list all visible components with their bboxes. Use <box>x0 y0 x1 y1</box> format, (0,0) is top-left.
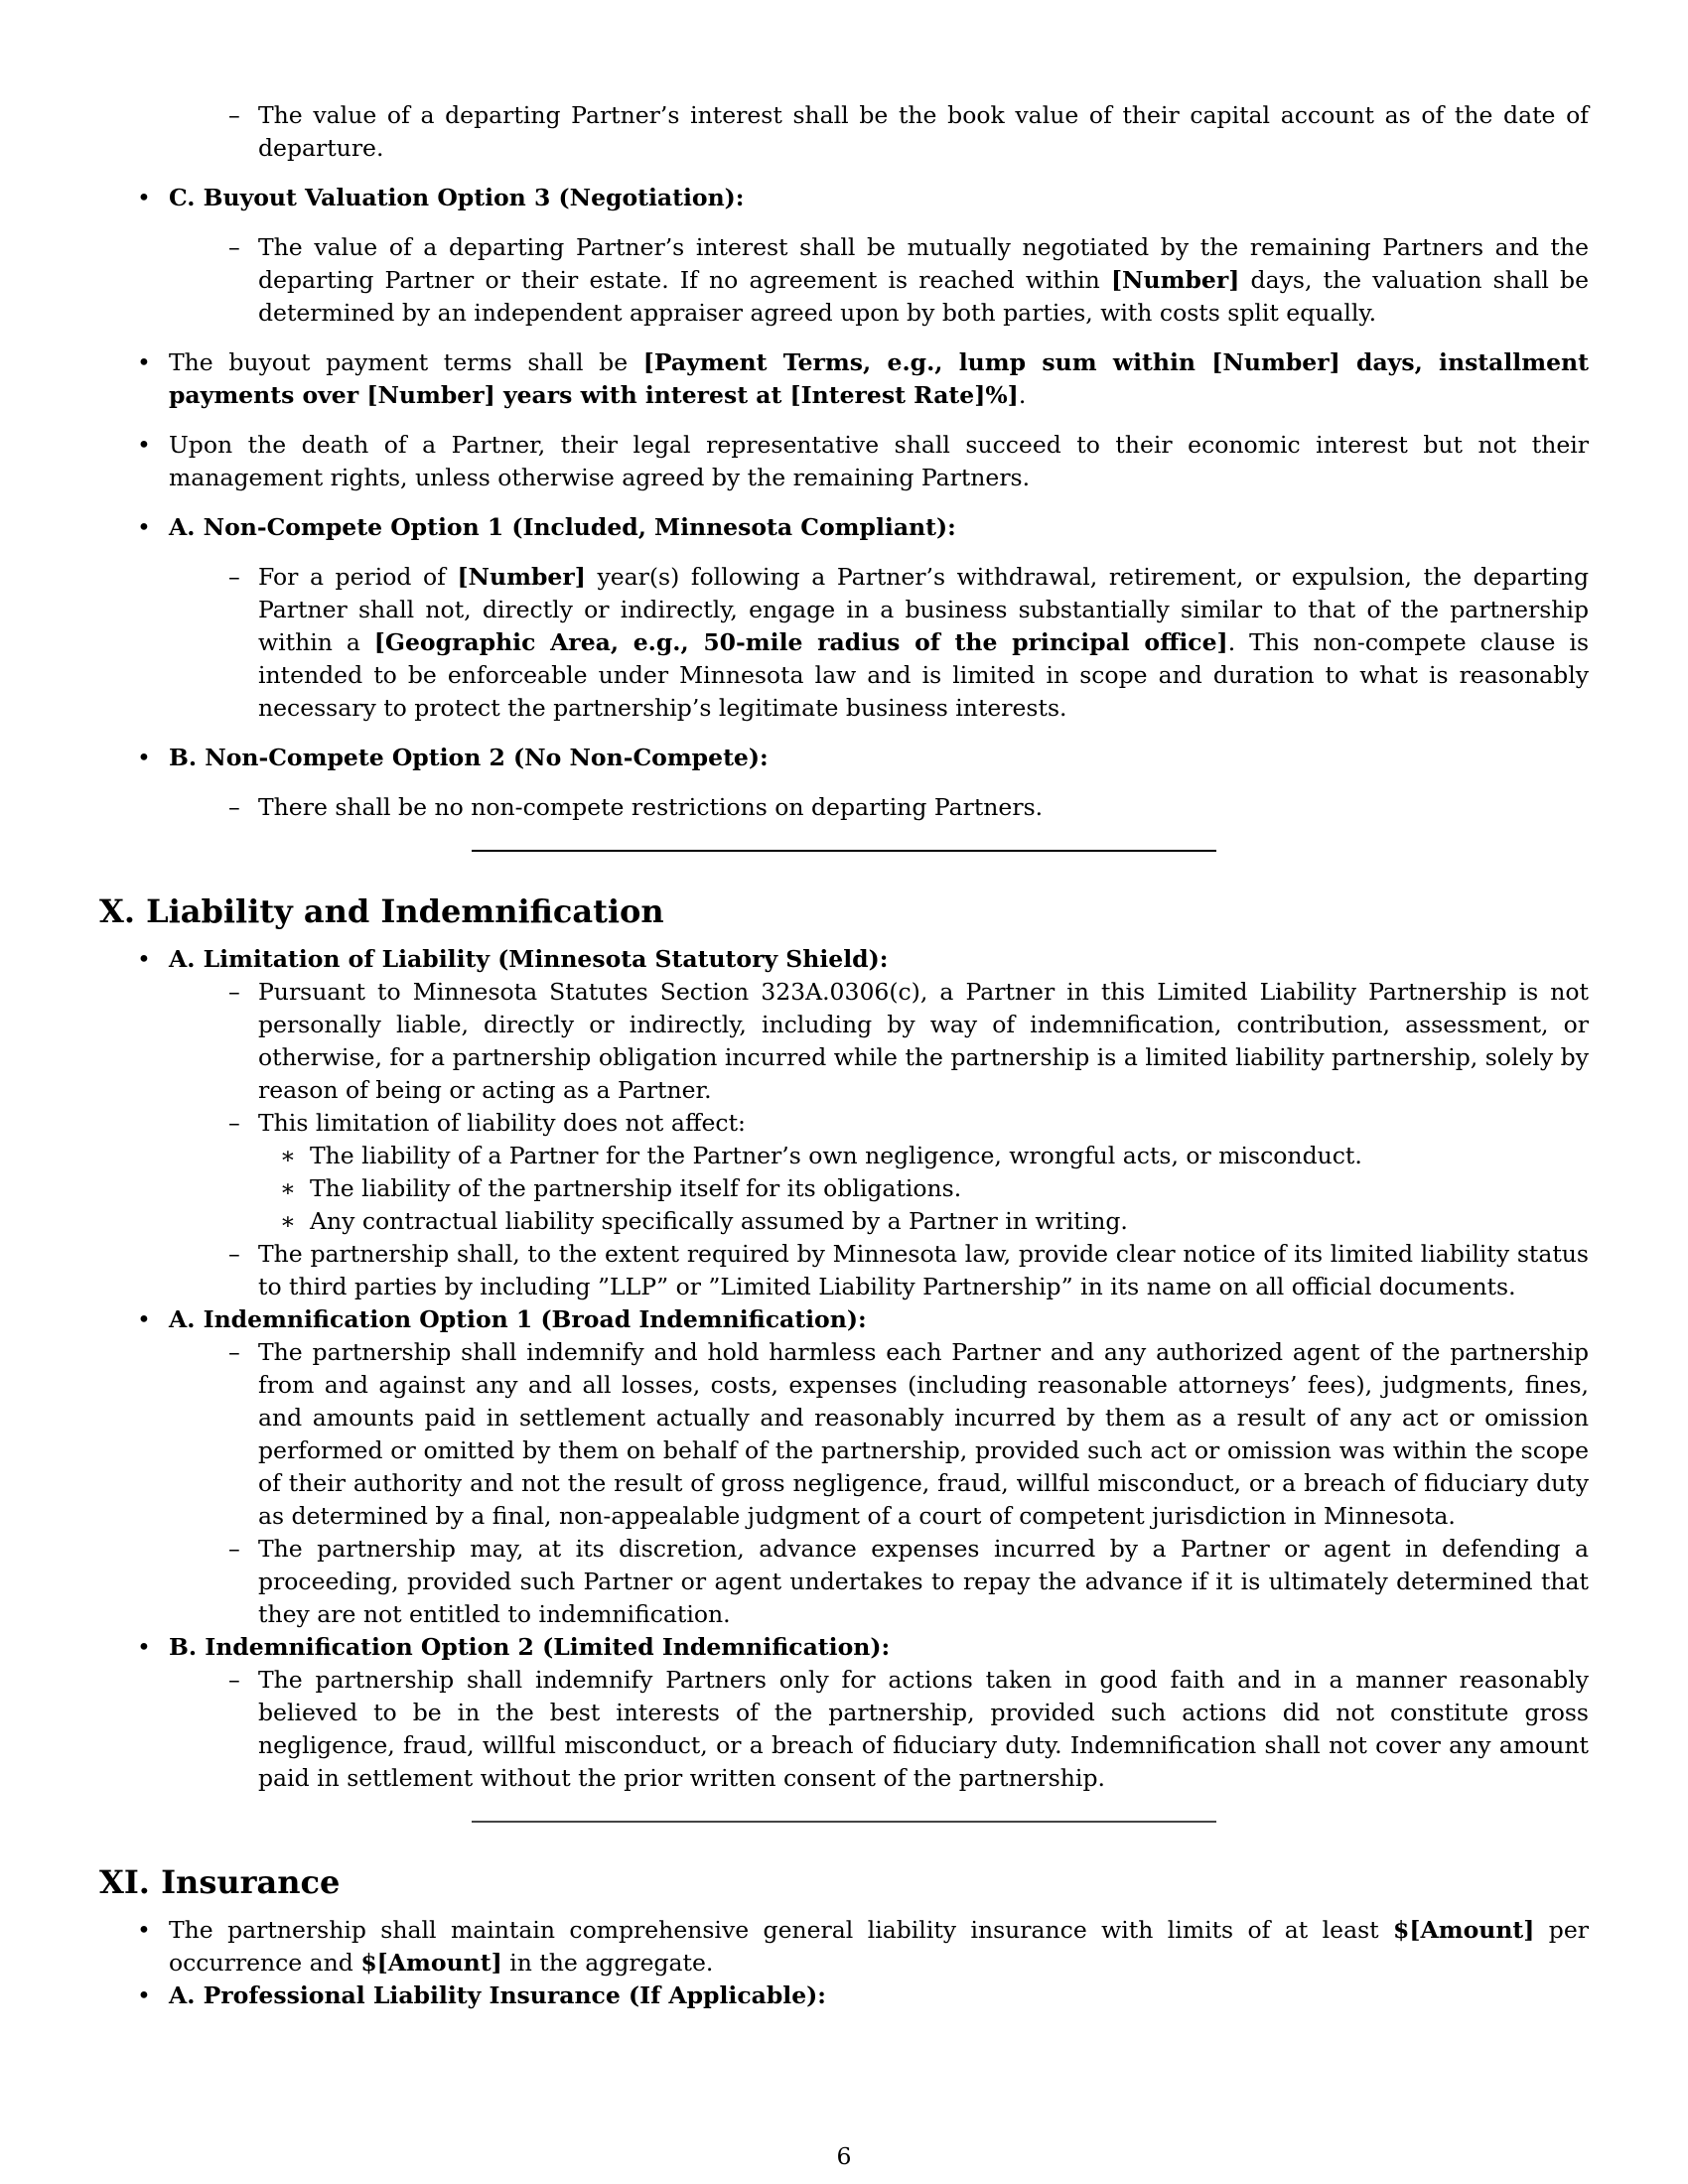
death-of-partner-item: • Upon the death of a Partner, their legal representative shall succeed to their economic interest but not their management rights, unless otherwise agreed by the remaining Partners. <box>99 429 1589 494</box>
noncompete-option-1 <box>99 511 1589 725</box>
statutory-shield-item: – Pursuant to Minnesota Statutes Section 323A.0306(c), a Partner in this Limited Liability Partnership is not personally liable, directly or indirectly, including by way of indemnification, contribution, assessment, or otherwise, for a partnership obligation incurred while the partnership is a limited liability partnership, solely by reason of being or acting as a Partner. <box>228 976 1589 1107</box>
payment-terms-item: • The buyout payment terms shall be [Payment Terms, e.g., lump sum within [Number] days, installment payments over [Number] years with interest at [Interest Rate]%]. <box>99 346 1589 412</box>
continued-dash-list <box>228 99 1589 165</box>
option-title: B. Non-Compete Option 2 (No Non-Compete): <box>169 744 769 771</box>
indemnification-option-2 <box>99 1631 1589 1795</box>
liability-list <box>99 943 1589 1795</box>
no-noncompete-clause: – There shall be no non-compete restrictions on departing Partners. <box>228 791 1589 824</box>
advance-expenses-item: – The partnership may, at its discretion, advance expenses incurred by a Partner or agent in defending a proceeding, provided such Partner or agent undertakes to repay the advance if it is ultimately determined that they are not entitled to indemnification. <box>228 1533 1589 1631</box>
section-divider <box>472 850 1216 852</box>
page-number: 6 <box>836 2142 852 2170</box>
broad-indemnification-item: – The partnership shall indemnify and hold harmless each Partner and any authorized agent of the partnership from and against any and all losses, costs, expenses (including reasonable attorneys’ fees), judgments, fines, and amounts paid in settlement actually and reasonably incurred by them as a result of any act or omission performed or omitted by them on behalf of the partnership, provided such act or omission was within the scope of their authority and not the result of gross negligence, fraud, willful misconduct, or a breach of fiduciary duty as determined by a final, non-appealable judgment of a court of competent jurisdiction in Minnesota. <box>228 1336 1589 1533</box>
professional-liability-insurance <box>99 1979 1589 2012</box>
document-page <box>99 99 1589 2012</box>
section-divider <box>472 1821 1216 1823</box>
option-title: B. Indemnification Option 2 (Limited Indemnification): <box>169 1633 891 1661</box>
limitation-of-liability <box>99 943 1589 1303</box>
valuation-book-value-item: – The value of a departing Partner’s interest shall be the book value of their capital account as of the date of departure. <box>228 99 1589 165</box>
noncompete-clause: – For a period of [Number] year(s) following a Partner’s withdrawal, retirement, or expulsion, the departing Partner shall not, directly or indirectly, engage in a business substantially similar to that of the partnership within a [Geographic Area, e.g., 50-mile radius of the principal office]. This non-compete clause is intended to be enforceable under Minnesota law and is limited in scope and duration to what is reasonably necessary to protect the partnership’s legitimate business interests. <box>228 561 1589 725</box>
notice-item: – The partnership shall, to the extent required by Minnesota law, provide clear notice of its limited liability status to third parties by including ”LLP” or ”Limited Liability Partnership” in its name on all official documents. <box>228 1238 1589 1303</box>
section-xi-heading: XI. Insurance <box>99 1862 341 1901</box>
indemnification-option-1 <box>99 1303 1589 1631</box>
general-liability-insurance-item: • The partnership shall maintain comprehensive general liability insurance with limits of at least $[Amount] per occurrence and $[Amount] in the aggregate. <box>99 1914 1589 1979</box>
option-title: C. Buyout Valuation Option 3 (Negotiation): <box>169 184 745 211</box>
option-title: A. Limitation of Liability (Minnesota Statutory Shield): <box>169 945 889 973</box>
buyout-and-noncompete-list <box>99 182 1589 824</box>
limited-indemnification-item: – The partnership shall indemnify Partners only for actions taken in good faith and in a manner reasonably believed to be in the best interests of the partnership, provided such actions did not constitute gross negligence, fraud, willful misconduct, or a breach of fiduciary duty. Indemnification shall not cover any amount paid in settlement without the prior written consent of the partnership. <box>228 1664 1589 1795</box>
noncompete-option-2 <box>99 742 1589 824</box>
negotiation-item: – The value of a departing Partner’s interest shall be mutually negotiated by the remaining Partners and the departing Partner or their estate. If no agreement is reached within [Number] days, the valuation shall be determined by an independent appraiser agreed upon by both parties, with costs split equally. <box>228 231 1589 330</box>
exception-item: ∗ The liability of the partnership itself for its obligations. <box>280 1172 1589 1205</box>
option-title: A. Indemnification Option 1 (Broad Indemnification): <box>169 1305 867 1333</box>
option-title: A. Professional Liability Insurance (If Applicable): <box>169 1980 826 2009</box>
limitation-exceptions-item: – This limitation of liability does not affect: ∗ The liability of a Partner for the Partner’s own negligence, wrongful acts, or misconduct. ∗ The liability of the partnership itself for its obligations. ∗ Any contractual liability specifically assumed by a Partner in writing. <box>228 1107 1589 1238</box>
buyout-option-3 <box>99 182 1589 330</box>
insurance-list <box>99 1914 1589 2012</box>
section-x-heading: X. Liability and Indemnification <box>99 892 664 930</box>
exception-item: ∗ Any contractual liability specifically assumed by a Partner in writing. <box>280 1205 1589 1238</box>
option-title: A. Non-Compete Option 1 (Included, Minnesota Compliant): <box>169 513 956 541</box>
exception-item: ∗ The liability of a Partner for the Partner’s own negligence, wrongful acts, or misconduct. <box>280 1140 1589 1172</box>
